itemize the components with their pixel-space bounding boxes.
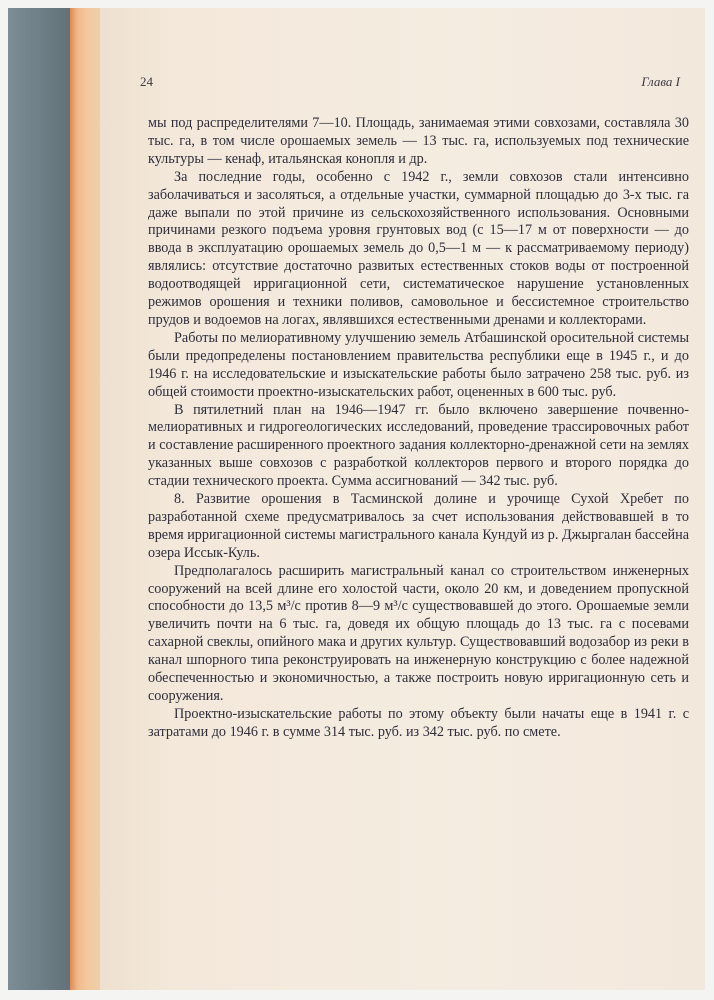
paragraph: В пятилетний план на 1946—1947 гг. было включено завершение почвенно-мелиоративных и гидрогеологических исследований, проведение трассировочных работ и составление расширенного проектного задания коллекторно-дренажной сети на землях указанных выше совхозов с разработкой коллекторов первого и второго порядка до стадии технического проекта. Сумма ассигнований — 342 тыс. руб. (148, 401, 689, 490)
page-number: 24 (140, 74, 153, 89)
body-text (148, 115, 689, 742)
paragraph: мы под распределителями 7—10. Площадь, занимаемая этими совхозами, составляла 30 тыс. га, в том числе орошаемых земель — 13 тыс. га, используемых под технические культуры — кенаф, итальянская конопля и др. (148, 115, 689, 167)
page-header (140, 74, 680, 94)
paragraph: Работы по мелиоративному улучшению земель Атбашинской оросительной системы были предопределены постановлением правительства республики еще в 1945 г., и до 1946 г. на исследовательские и изыскательские работы было затрачено 258 тыс. руб. из общей стоимости проектно-изыскательских работ, оцененных в 600 тыс. руб. (148, 329, 689, 400)
paragraph: За последние годы, особенно с 1942 г., земли совхозов стали интенсивно заболачиваться и засоляться, а отдельные участки, суммарной площадью до 3-х тыс. га даже выпали по этой причине из сельскохозяйственного использования. Основными причинами резкого подъема уровня грунтовых вод (с 15—17 м от поверхности — до ввода в эксплуатацию орошаемых земель до 0,5—1 м — к рассматриваемому периоду) являлись: отсутствие достаточно развитых естественных стоков воды от построенной водоотводящей ирригационной сети, систематическое нарушение установленных режимов орошения и техники поливов, самовольное и бессистемное строительство прудов и водоемов на логах, являвшихся естественными дренами и коллекторами. (148, 168, 689, 328)
paragraph: Предполагалось расширить магистральный канал со строительством инженерных сооружений на всей длине его холостой части, около 20 км, и доведением пропускной способности до 13,5 м³/с против 8—9 м³/с существовавшей до этого. Орошаемые земли увеличить почти на 6 тыс. га, доведя их общую площадь до 13 тыс. га с посевами сахарной свеклы, опийного мака и других культур. Существовавший водозабор из реки в канал шпорного типа реконструировать на инженерную конструкцию с более надежной обеспеченностью и экономичностью, а также построить новую ирригационную сеть и сооружения. (148, 562, 689, 704)
paragraph: 8. Развитие орошения в Тасминской долине и урочище Сухой Хребет по разработанной схеме предусматривалось за счет использования действовавшей в то время ирригационной системы магистрального канала Кундуй из р. Джыргалан бассейна озера Иссык-Куль. (148, 491, 689, 561)
chapter-title: Глава I (641, 74, 680, 89)
paragraph: Проектно-изыскательские работы по этому объекту были начаты еще в 1941 г. с затратами до 1946 г. в сумме 314 тыс. руб. из 342 тыс. руб. по смете. (148, 705, 689, 740)
